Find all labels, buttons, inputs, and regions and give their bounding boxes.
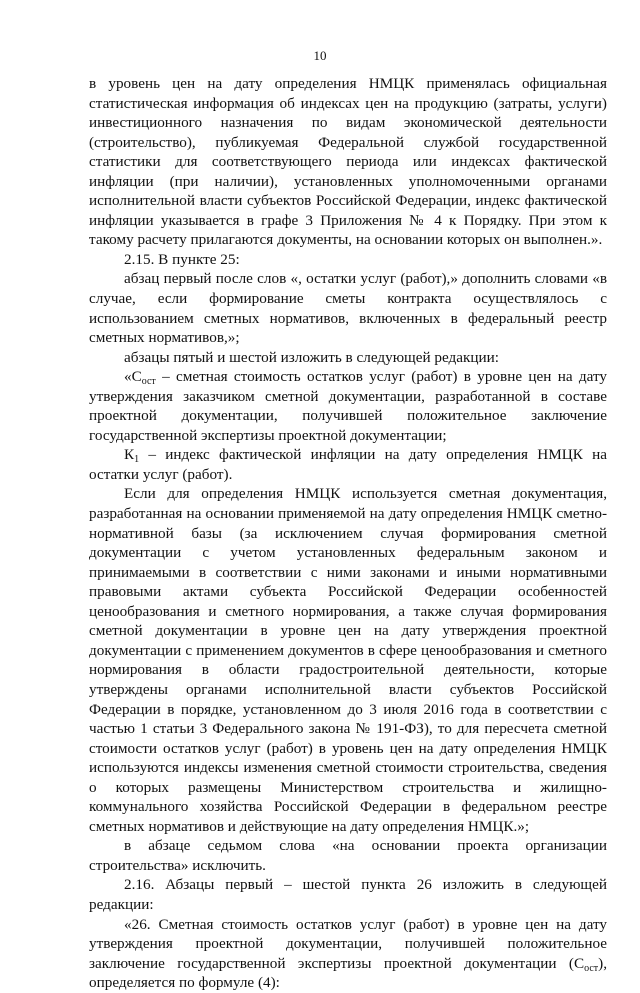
- paragraph: 2.15. В пункте 25:: [124, 250, 240, 268]
- paragraph: абзацы пятый и шестой изложить в следующей редакции:: [124, 348, 499, 366]
- document-body: [89, 74, 607, 993]
- paragraph: 2.16. Абзацы первый – шестой пункта 26 изложить в следующей редакции:: [89, 876, 607, 913]
- definition-text: – индекс фактической инфляции на дату определения НМЦК на остатки услуг (работ).: [89, 446, 607, 483]
- symbol: К: [124, 446, 135, 464]
- quote-open: «: [124, 368, 132, 386]
- symbol: С: [131, 368, 142, 386]
- symbol-subscript: 1: [134, 454, 140, 466]
- paragraph: [89, 915, 607, 993]
- paragraph-text-end: ), определяется по формуле (4):: [89, 954, 607, 992]
- paragraph-formula-definition: [89, 445, 607, 484]
- paragraph: в уровень цен на дату определения НМЦК применялась официальная статистическая информация об индексах цен на продукцию (затраты, услуги) инвестиционного назначения по видам экономической деятельности (строительство), публикуемая Федеральной службой государственной статистики для соответствующего периода или индексах фактической инфляции (при наличии), установленных уполномоченными органами исполнительной власти субъектов Российской Федерации, индекс фактической инфляции указывается в графе 3 Приложения № 4 к Порядку. При этом к такому расчету прилагаются документы, на основании которых он выполнен.».: [89, 75, 607, 249]
- paragraph: абзац первый после слов «, остатки услуг (работ),» дополнить словами «в случае, если формирование сметы контракта осуществлялось с использованием сметных нормативов, включенных в федеральный реестр сметных нормативов,»;: [89, 270, 607, 347]
- symbol-subscript: ост: [584, 962, 599, 974]
- page-number: 10: [313, 48, 327, 63]
- paragraph: в абзаце седьмом слова «на основании проекта организации строительства» исключить.: [89, 837, 607, 874]
- symbol-subscript: ост: [141, 376, 156, 388]
- paragraph-formula-definition: [89, 367, 607, 445]
- paragraph: Если для определения НМЦК используется сметная документация, разработанная на основании применяемой на дату определения НМЦК сметно-нормативной базы (за исключением случая формирования сметной документации с учетом установленных федеральным законом и принимаемыми в соответствии с ними законами и иными нормативными правовыми актами субъекта Российской Федерации особенностей ценообразования и сметного нормирования, а также случая формирования сметной документации в уровне цен на дату утверждения проектной документации с применением документов в сфере ценообразования и сметного нормирования в области градостроительной деятельности, которые утверждены органами исполнительной власти субъектов Российской Федерации в порядке, установленном до 3 июля 2016 года в соответствии с частью 1 статьи 3 Федерального закона № 191-ФЗ), то для пересчета сметной стоимости остатков услуг (работ) в уровень цен на дату определения НМЦК используются индексы изменения сметной стоимости строительства, сведения о которых размещены Министерством строительства и жилищно-коммунального хозяйства Российской Федерации в федеральном реестре сметных нормативов и действующие на дату определения НМЦК.»;: [89, 485, 607, 835]
- definition-text: – сметная стоимость остатков услуг (работ) в уровне цен на дату утверждения заказчиком сметной документации, разработанной в составе проектной документации, получившей положительное заключение государственной экспертизы проектной документации;: [89, 368, 607, 444]
- paragraph-text: «26. Сметная стоимость остатков услуг (работ) в уровне цен на дату утверждения проектной документации, получившей положительное заключение государственной экспертизы проектной документации (С: [89, 915, 607, 972]
